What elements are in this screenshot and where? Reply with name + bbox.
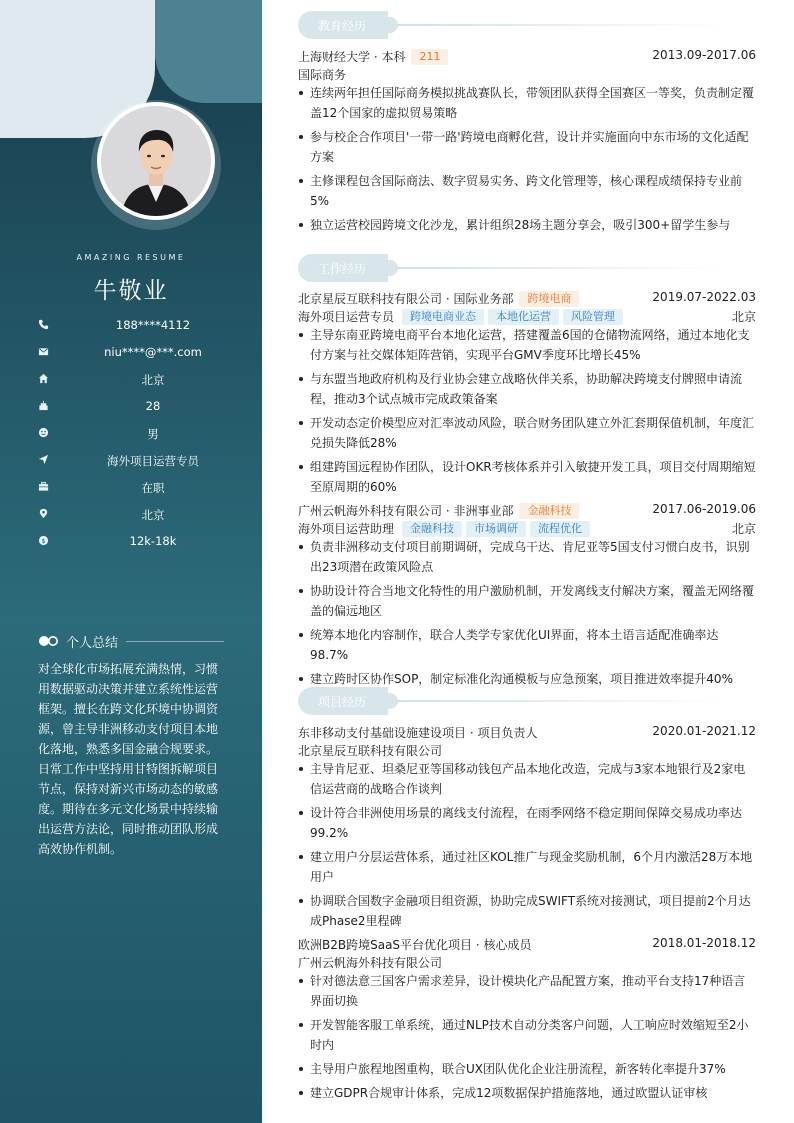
list-item: 主导肯尼亚、坦桑尼亚等国移动钱包产品本地化改造，完成与3家本地银行及2家电信运营商的战略合作谈判 — [298, 759, 756, 799]
job-bullets — [298, 537, 756, 693]
section-title: 教育经历 — [318, 19, 367, 33]
job-city: 北京 — [731, 310, 756, 324]
list-item: 独立运营校园跨境文化沙龙，累计组织28场主题分享会，吸引300+留学生参与 — [298, 215, 756, 235]
job-header-row — [298, 290, 756, 308]
job-role-row — [298, 308, 756, 326]
divider — [396, 267, 726, 269]
info-salary: $ 12k-18k — [0, 532, 262, 559]
job-role: 海外项目运营助理 — [298, 522, 395, 536]
industry-tag: 金融科技 — [519, 503, 579, 519]
salary-coin-icon — [38, 535, 49, 546]
list-item: 主导用户旅程地图重构，联合UX团队优化企业注册流程，新客转化率提升37% — [298, 1059, 756, 1079]
list-item: 开发智能客服工单系统，通过NLP技术自动分类客户问题，人工响应时效缩短至2小时内 — [298, 1015, 756, 1055]
list-item: 建立用户分层运营体系，通过社区KOL推广与现金奖励机制，6个月内激活28万本地用户 — [298, 847, 756, 887]
list-item: 统筹本地化内容制作，联合人类学专家优化UI界面，将本土语言适配准确率达98.7% — [298, 625, 756, 665]
school-tag: 211 — [411, 49, 448, 65]
skill-tag: 市场调研 — [466, 521, 526, 537]
info-home: 北京 — [0, 370, 262, 397]
summary-title: 个人总结 — [66, 636, 119, 651]
toggle-dots-icon — [38, 635, 60, 647]
skill-tag: 金融科技 — [402, 521, 462, 537]
divider — [126, 641, 224, 642]
list-item: 开发动态定价模型应对汇率波动风险，联合财务团队建立外汇套期保值机制，年度汇兑损失降低28% — [298, 413, 756, 453]
list-item: 主导东南亚跨境电商平台本地化运营，搭建覆盖6国的仓储物流网络，通过本地化支付方案与社交媒体矩阵营销，实现平台GMV季度环比增长45% — [298, 325, 756, 365]
job-dates: 2019.07-2022.03 — [652, 290, 756, 304]
list-item: 建立跨时区协作SOP，制定标准化沟通模板与应急预案，项目推进效率提升40% — [298, 669, 756, 689]
project-org-row — [298, 742, 756, 760]
project-name: 东非移动支付基础设施建设项目 · 项目负责人 — [298, 726, 538, 740]
job-dates: 2017.06-2019.06 — [652, 502, 756, 516]
info-email: niu****@***.com — [0, 343, 262, 370]
list-item: 连续两年担任国际商务模拟挑战赛队长，带领团队获得全国赛区一等奖，负责制定覆盖12个国家的虚拟贸易策略 — [298, 83, 756, 123]
gender-icon — [38, 427, 49, 438]
personal-info-list — [0, 316, 262, 559]
job-city: 北京 — [731, 522, 756, 536]
job-bullets — [298, 325, 756, 501]
project-header-row — [298, 936, 756, 954]
job-role: 海外项目运营专员 — [298, 310, 395, 324]
list-item: 组建跨国远程协作团队，设计OKR考核体系并引入敏捷开发工具，项目交付周期缩短至原周期的60% — [298, 457, 756, 497]
section-pill — [298, 11, 388, 39]
education-dates: 2013.09-2017.06 — [652, 48, 756, 62]
birthday-cake-icon — [38, 400, 49, 411]
section-title: 项目经历 — [318, 695, 367, 709]
projects-section-header — [298, 687, 728, 715]
skill-tag: 本地化运营 — [488, 309, 559, 325]
info-status: 在职 — [0, 478, 262, 505]
list-item: 与东盟当地政府机构及行业协会建立战略伙伴关系，协助解决跨境支付牌照申请流程，推动3个试点城市完成政策备案 — [298, 369, 756, 409]
phone-icon — [38, 319, 49, 330]
section-title: 工作经历 — [318, 262, 367, 276]
info-gender: 男 — [0, 424, 262, 451]
briefcase-icon — [38, 481, 49, 492]
project-name: 欧洲B2B跨境SaaS平台优化项目 · 核心成员 — [298, 938, 532, 952]
project-dates: 2020.01-2021.12 — [652, 724, 756, 738]
work-section-header — [298, 254, 728, 282]
info-position: 海外项目运营专员 — [0, 451, 262, 478]
job-header-row — [298, 502, 756, 520]
email-icon — [38, 346, 49, 357]
info-age: 28 — [0, 397, 262, 424]
project-dates: 2018.01-2018.12 — [652, 936, 756, 950]
project-header-row — [298, 724, 756, 742]
summary-header — [38, 632, 224, 650]
skill-tag: 流程优化 — [530, 521, 590, 537]
info-phone: 188****4112 — [0, 316, 262, 343]
list-item: 主修课程包含国际商法、数字贸易实务、跨文化管理等，核心课程成绩保持专业前5% — [298, 171, 756, 211]
sidebar — [0, 0, 262, 1123]
project-org: 北京星辰互联科技有限公司 — [298, 744, 443, 758]
education-bullets — [298, 83, 756, 239]
summary-text: 对全球化市场拓展充满热情，习惯用数据驱动决策并建立系统性运营框架。擅长在跨文化环境中协调资源，曾主导非洲移动支付项目本地化落地，熟悉多国金融合规要求。日常工作中坚持用甘特图拆解项目节点，保持对新兴市场动态的敏感度。期待在多元文化场景中持续输出运营方法论，同时推动团队形成高效协作机制。 — [38, 662, 219, 856]
info-location: 北京 — [0, 505, 262, 532]
skill-tag: 跨境电商业态 — [402, 309, 484, 325]
skill-tag: 风险管理 — [563, 309, 623, 325]
svg-text:$: $ — [41, 536, 46, 545]
candidate-name: 牛敬业 — [93, 278, 169, 304]
education-major-row — [298, 66, 756, 84]
list-item: 协调联合国数字金融项目组资源，协助完成SWIFT系统对接测试，项目提前2个月达成Phase2里程碑 — [298, 891, 756, 931]
home-icon — [38, 373, 49, 384]
list-item: 负责非洲移动支付项目前期调研，完成乌干达、肯尼亚等5国支付习惯白皮书，识别出23项潜在政策风险点 — [298, 537, 756, 577]
project-org: 广州云帆海外科技有限公司 — [298, 956, 443, 970]
location-pin-icon — [38, 508, 49, 519]
send-icon — [38, 454, 49, 465]
school-name: 上海财经大学 · 本科 — [298, 50, 406, 64]
job-role-row — [298, 520, 756, 538]
avatar-portrait-icon — [101, 106, 211, 216]
project-bullets — [298, 759, 756, 935]
company-name: 北京星辰互联科技有限公司 · 国际业务部 — [298, 292, 514, 306]
list-item: 协助设计符合当地文化特性的用户激励机制，开发离线支付解决方案，覆盖无网络覆盖的偏远地区 — [298, 581, 756, 621]
industry-tag: 跨境电商 — [519, 291, 579, 307]
divider — [396, 24, 726, 26]
education-header-row — [298, 48, 756, 66]
company-name: 广州云帆海外科技有限公司 · 非洲事业部 — [298, 504, 514, 518]
list-item: 针对德法意三国客户需求差异，设计模块化产品配置方案，推动平台支持17种语言界面切换 — [298, 971, 756, 1011]
project-bullets — [298, 971, 756, 1107]
list-item: 参与校企合作项目'一带一路'跨境电商孵化营，设计并实施面向中东市场的文化适配方案 — [298, 127, 756, 167]
list-item: 建立GDPR合规审计体系，完成12项数据保护措施落地，通过欧盟认证审核 — [298, 1083, 756, 1103]
divider — [396, 700, 726, 702]
list-item: 设计符合非洲使用场景的离线支付流程，在雨季网络不稳定期间保障交易成功率达99.2% — [298, 803, 756, 843]
section-pill — [298, 687, 388, 715]
section-pill — [298, 254, 388, 282]
avatar — [97, 102, 215, 220]
decorative-shape — [155, 0, 262, 103]
project-org-row — [298, 954, 756, 972]
major: 国际商务 — [298, 68, 347, 82]
resume-tagline: AMAZING RESUME — [76, 253, 186, 262]
education-section-header — [298, 11, 728, 39]
